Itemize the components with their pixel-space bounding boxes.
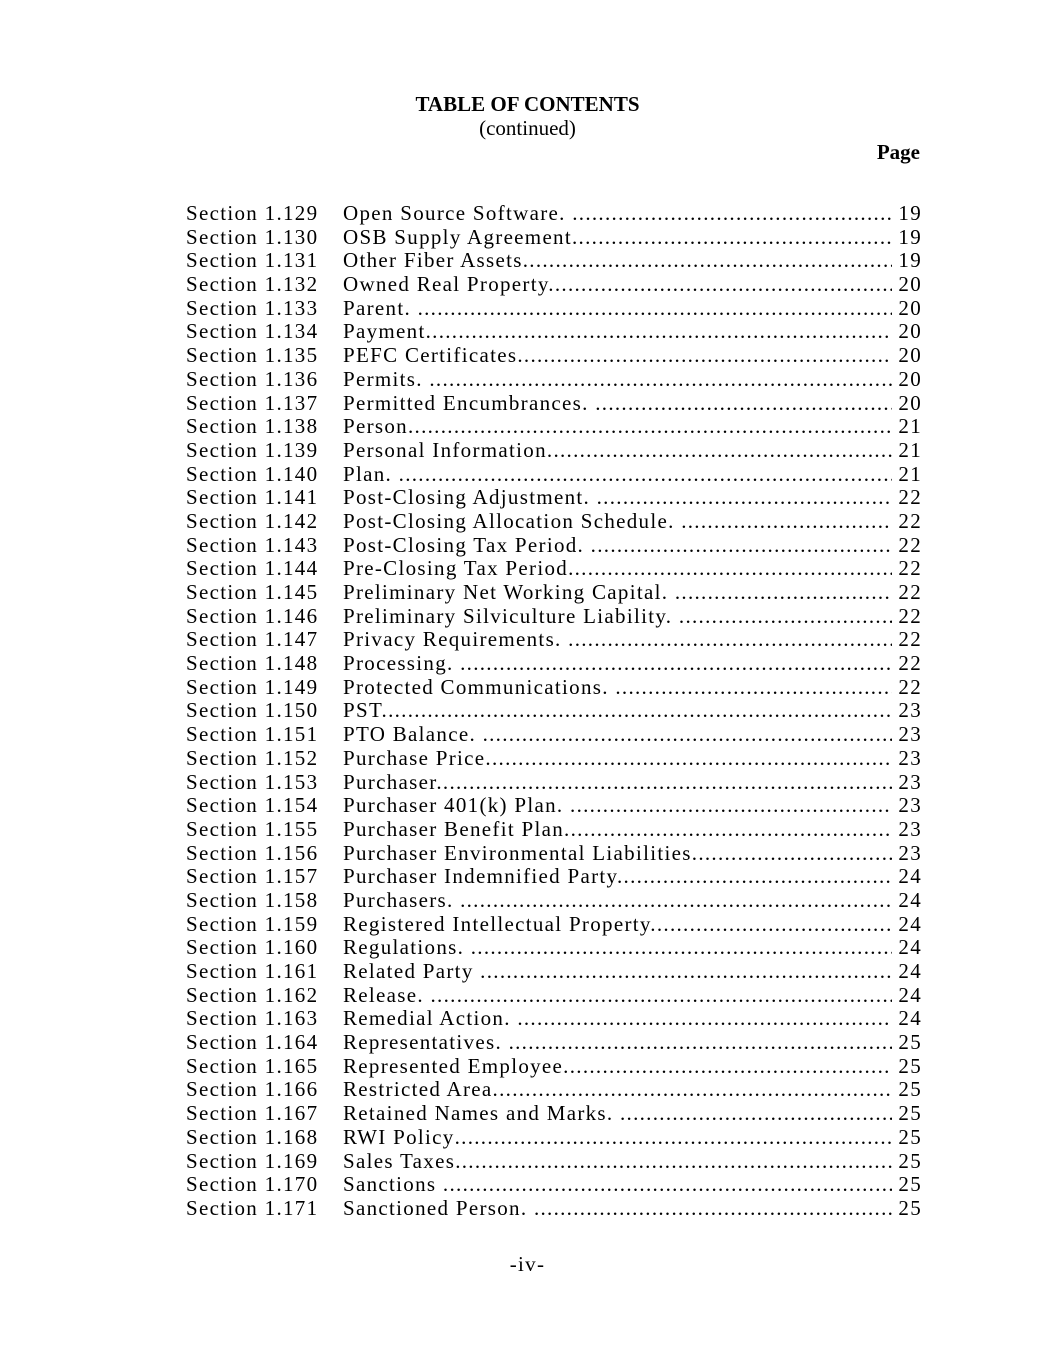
toc-entry-title: PST.	[343, 698, 389, 723]
toc-entry-title: Registered Intellectual Property.	[343, 911, 657, 936]
toc-entry-page: 25	[898, 1030, 922, 1055]
toc-title: TABLE OF CONTENTS	[415, 92, 640, 116]
toc-entry-page: 23	[898, 840, 922, 865]
dot-leader	[579, 226, 893, 250]
toc-entry-row[interactable]	[186, 652, 922, 676]
toc-entry-page: 20	[898, 390, 922, 415]
toc-entry-row[interactable]	[186, 818, 922, 842]
toc-entry-row[interactable]	[186, 510, 922, 534]
toc-entry-row[interactable]	[186, 344, 922, 368]
toc-entry-title: Parent.	[343, 295, 418, 320]
toc-entry-section: Section 1.151	[186, 723, 319, 747]
dot-leader	[555, 273, 893, 297]
toc-entry-title: Post-Closing Tax Period.	[343, 532, 591, 557]
toc-entry-row[interactable]	[186, 297, 922, 321]
toc-entry-page: 20	[898, 366, 922, 391]
dot-leader	[571, 818, 893, 842]
toc-entry-section: Section 1.168	[186, 1125, 319, 1149]
dot-leader	[509, 1031, 893, 1055]
toc-entry-row[interactable]	[186, 439, 922, 463]
toc-entry-page: 23	[898, 793, 922, 818]
toc-entry-section: Section 1.165	[186, 1054, 319, 1078]
dot-leader	[624, 865, 893, 889]
toc-entry-page: 22	[898, 674, 922, 699]
dot-leader	[595, 392, 892, 416]
dot-leader	[681, 510, 892, 534]
toc-entry-section: Section 1.132	[186, 273, 319, 297]
toc-entry-page: 24	[898, 1006, 922, 1031]
toc-entry-row[interactable]	[186, 202, 922, 226]
toc-entry-row[interactable]	[186, 676, 922, 700]
toc-entry-section: Section 1.158	[186, 888, 319, 912]
toc-entry-title: Permits.	[343, 366, 430, 391]
toc-entry-section: Section 1.171	[186, 1196, 319, 1220]
toc-entry-section: Section 1.141	[186, 486, 319, 510]
toc-entry-title: Open Source Software.	[343, 201, 573, 225]
dot-leader	[679, 605, 893, 629]
toc-entry-page: 23	[898, 698, 922, 723]
toc-entry-section: Section 1.163	[186, 1007, 319, 1031]
toc-entry-page: 19	[898, 201, 922, 225]
dot-leader	[523, 249, 893, 273]
toc-entry-row[interactable]	[186, 226, 922, 250]
toc-entry-title: Personal Information.	[343, 437, 554, 462]
toc-entry-page: 25	[898, 1195, 922, 1220]
toc-entry-title: Purchaser Environmental Liabilities.	[343, 840, 699, 865]
dot-leader	[620, 1102, 892, 1126]
dot-leader	[572, 202, 892, 226]
toc-entry-section: Section 1.146	[186, 604, 319, 628]
toc-entry-page: 22	[898, 627, 922, 652]
dot-leader	[415, 415, 893, 439]
toc-entry-row[interactable]	[186, 1126, 922, 1150]
toc-entry-page: 25	[898, 1148, 922, 1173]
toc-entry-title: Purchaser Benefit Plan.	[343, 816, 571, 841]
toc-entry-title: Related Party	[343, 959, 481, 983]
toc-entry-page: 23	[898, 745, 922, 770]
toc-entry-row[interactable]	[186, 392, 922, 416]
toc-entry-row[interactable]	[186, 1031, 922, 1055]
dot-leader	[570, 1055, 893, 1079]
toc-entry-page: 21	[898, 437, 922, 462]
toc-entry-row[interactable]	[186, 699, 922, 723]
toc-entry-section: Section 1.130	[186, 225, 319, 249]
dot-leader	[524, 344, 893, 368]
toc-entry-row[interactable]	[186, 415, 922, 439]
toc-entry-title: Restricted Area.	[343, 1077, 500, 1102]
toc-entry-section: Section 1.167	[186, 1102, 319, 1126]
toc-entry-title: Person.	[343, 414, 415, 439]
toc-entry-page: 24	[898, 887, 922, 912]
toc-entry-page: 22	[898, 580, 922, 604]
toc-entry-section: Section 1.143	[186, 533, 319, 557]
dot-leader	[517, 1007, 892, 1031]
toc-entry-title: Post-Closing Adjustment.	[343, 485, 597, 510]
toc-entry-page: 23	[898, 769, 922, 794]
dot-leader	[492, 747, 892, 771]
dot-leader	[591, 534, 893, 558]
toc-entry-title: Permitted Encumbrances.	[343, 390, 596, 415]
dot-leader	[698, 842, 892, 866]
toc-subtitle: (continued)	[479, 116, 576, 140]
toc-entry-title: Privacy Requirements.	[343, 627, 569, 652]
toc-entry-page: 24	[898, 864, 922, 889]
toc-entry-section: Section 1.161	[186, 960, 319, 983]
toc-entry-title: PEFC Certificates.	[343, 343, 524, 368]
toc-entry-title: Protected Communications.	[343, 674, 616, 699]
toc-entry-row[interactable]	[186, 486, 922, 510]
toc-entry-title: Remedial Action.	[343, 1006, 518, 1031]
toc-entry-section: Section 1.169	[186, 1149, 319, 1173]
dot-leader	[570, 794, 892, 818]
toc-entry-section: Section 1.144	[186, 557, 319, 581]
toc-entry-section: Section 1.170	[186, 1173, 319, 1197]
toc-entry-page: 23	[898, 816, 922, 841]
toc-entry-row[interactable]	[186, 936, 922, 960]
toc-entry-page: 22	[898, 532, 922, 557]
toc-entry-title: Preliminary Silviculture Liability.	[343, 603, 679, 628]
dot-leader	[675, 581, 893, 605]
dot-leader	[429, 368, 892, 392]
toc-entry-title: Representatives.	[343, 1030, 509, 1055]
dot-leader	[615, 676, 892, 700]
toc-entry-title: Owned Real Property.	[343, 272, 555, 297]
dot-leader	[460, 652, 892, 676]
toc-entry-title: Regulations.	[343, 935, 471, 960]
toc-entry-title: Sanctioned Person.	[343, 1195, 534, 1220]
toc-entry-title: Post-Closing Allocation Schedule.	[343, 508, 682, 533]
dot-leader	[534, 1197, 892, 1221]
toc-entry-title: Purchaser.	[343, 769, 443, 794]
toc-entry-title: Release.	[343, 982, 431, 1007]
page-column-label: Page	[876, 140, 920, 164]
toc-entry-row[interactable]	[186, 984, 922, 1008]
toc-entry-page: 19	[898, 224, 922, 249]
toc-entry-row[interactable]	[186, 842, 922, 866]
toc-entry-section: Section 1.133	[186, 296, 319, 320]
toc-entry-row[interactable]	[186, 1055, 922, 1079]
toc-entry-section: Section 1.164	[186, 1031, 319, 1055]
toc-entry-page: 22	[898, 508, 922, 533]
dot-leader	[568, 628, 892, 652]
toc-entry-section: Section 1.142	[186, 509, 319, 533]
toc-entry-row[interactable]	[186, 273, 922, 297]
toc-entry-title: PTO Balance.	[343, 722, 483, 747]
dot-leader	[388, 699, 892, 723]
toc-entry-page: 25	[898, 1124, 922, 1149]
toc-entry-section: Section 1.157	[186, 865, 319, 889]
toc-entry-title: RWI Policy	[343, 1124, 455, 1149]
toc-entry-title: Processing.	[343, 651, 461, 676]
toc-entry-section: Section 1.160	[186, 936, 319, 960]
dot-leader	[483, 723, 893, 747]
toc-entry-section: Section 1.135	[186, 344, 319, 368]
dot-leader	[657, 913, 893, 937]
toc-entry-section: Section 1.131	[186, 249, 319, 273]
toc-entry-row[interactable]	[186, 1197, 922, 1221]
toc-entry-row[interactable]	[186, 581, 922, 605]
toc-entry-row[interactable]	[186, 463, 922, 487]
toc-entry-section: Section 1.150	[186, 699, 319, 723]
toc-entry-page: 25	[898, 1101, 922, 1126]
dot-leader	[499, 1078, 892, 1102]
dot-leader	[460, 889, 892, 913]
toc-entry-row[interactable]	[186, 865, 922, 889]
toc-entry-page: 20	[898, 319, 922, 344]
dot-leader	[455, 1126, 893, 1150]
toc-entry-row[interactable]	[186, 1102, 922, 1126]
toc-entry-title: Purchasers.	[343, 887, 461, 912]
toc-entry-page: 25	[898, 1172, 922, 1197]
toc-entry-page: 22	[898, 485, 922, 510]
dot-leader	[443, 771, 892, 795]
toc-entry-section: Section 1.147	[186, 628, 319, 652]
dot-leader	[480, 960, 892, 984]
toc-entry-section: Section 1.159	[186, 912, 319, 936]
toc-entry-page: 25	[898, 1077, 922, 1102]
toc-entry-section: Section 1.153	[186, 770, 319, 794]
toc-entry-section: Section 1.136	[186, 367, 319, 391]
toc-entry-title: Other Fiber Assets	[343, 248, 523, 273]
toc-entry-row[interactable]	[186, 1078, 922, 1102]
toc-entry-page: 21	[898, 414, 922, 439]
dot-leader	[575, 557, 893, 581]
toc-entry-section: Section 1.148	[186, 652, 319, 676]
toc-entry-page: 20	[898, 343, 922, 368]
toc-entry-row[interactable]	[186, 960, 922, 984]
toc-entry-section: Section 1.134	[186, 320, 319, 344]
toc-entry-section: Section 1.139	[186, 438, 319, 462]
dot-leader	[471, 936, 893, 960]
dot-leader	[443, 1173, 892, 1197]
toc-entry-title: Represented Employee.	[343, 1053, 570, 1078]
toc-entry-page: 20	[898, 272, 922, 297]
toc-entry-page: 23	[898, 722, 922, 747]
toc-entry-section: Section 1.162	[186, 983, 319, 1007]
toc-entry-page: 24	[898, 911, 922, 936]
toc-entry-title: Purchaser 401(k) Plan.	[343, 793, 571, 818]
toc-entry-row[interactable]	[186, 889, 922, 913]
dot-leader	[418, 297, 893, 321]
dot-leader	[597, 486, 893, 510]
toc-entry-title: Preliminary Net Working Capital.	[343, 580, 675, 604]
toc-entry-page: 24	[898, 935, 922, 960]
toc-entry-page: 24	[898, 959, 922, 983]
dot-leader	[399, 463, 893, 487]
toc-entry-row[interactable]	[186, 771, 922, 795]
toc-entry-row[interactable]	[186, 794, 922, 818]
toc-entry-title: Sales Taxes	[343, 1148, 456, 1173]
toc-entry-section: Section 1.155	[186, 817, 319, 841]
toc-entry-section: Section 1.140	[186, 462, 319, 486]
toc-entry-section: Section 1.149	[186, 675, 319, 699]
toc-entry-row[interactable]	[186, 913, 922, 937]
dot-leader	[431, 984, 893, 1008]
toc-entry-page: 25	[898, 1053, 922, 1078]
toc-entry-page: 22	[898, 603, 922, 628]
toc-entry-page: 21	[898, 461, 922, 486]
toc-entry-row[interactable]	[186, 557, 922, 581]
toc-entry-row[interactable]	[186, 605, 922, 629]
dot-leader	[432, 320, 892, 344]
toc-entry-title: Sanctions	[343, 1172, 443, 1197]
toc-entry-title: Purchase Price.	[343, 745, 492, 770]
toc-entry-row[interactable]	[186, 1173, 922, 1197]
toc-entry-page: 24	[898, 982, 922, 1007]
toc-entry-page: 22	[898, 651, 922, 676]
toc-entry-row[interactable]	[186, 368, 922, 392]
toc-entry-title: Payment.	[343, 319, 433, 344]
toc-list	[186, 202, 922, 1221]
dot-leader	[455, 1150, 892, 1174]
toc-entry-row[interactable]	[186, 747, 922, 771]
toc-entry-row[interactable]	[186, 723, 922, 747]
toc-entry-page: 22	[898, 556, 922, 581]
toc-entry-row[interactable]	[186, 534, 922, 558]
toc-entry-page: 19	[898, 248, 922, 273]
toc-entry-section: Section 1.152	[186, 746, 319, 770]
toc-entry-row[interactable]	[186, 320, 922, 344]
toc-entry-title: Purchaser Indemnified Party.	[343, 864, 624, 889]
toc-entry-row[interactable]	[186, 1150, 922, 1174]
toc-entry-section: Section 1.137	[186, 391, 319, 415]
dot-leader	[553, 439, 892, 463]
toc-entry-title: OSB Supply Agreement.	[343, 224, 579, 249]
toc-entry-section: Section 1.138	[186, 415, 319, 439]
toc-entry-row[interactable]	[186, 1007, 922, 1031]
toc-entry-title: Plan.	[343, 461, 399, 486]
toc-entry-section: Section 1.156	[186, 841, 319, 865]
toc-entry-section: Section 1.145	[186, 581, 319, 604]
toc-entry-section: Section 1.166	[186, 1078, 319, 1102]
toc-entry-section: Section 1.154	[186, 794, 319, 818]
toc-entry-row[interactable]	[186, 628, 922, 652]
toc-entry-title: Retained Names and Marks.	[343, 1101, 620, 1126]
toc-entry-title: Pre-Closing Tax Period.	[343, 556, 575, 581]
toc-entry-row[interactable]	[186, 249, 922, 273]
page-number-footer: -iv-	[509, 1252, 546, 1276]
toc-entry-page: 20	[898, 295, 922, 320]
toc-entry-section: Section 1.129	[186, 202, 319, 225]
